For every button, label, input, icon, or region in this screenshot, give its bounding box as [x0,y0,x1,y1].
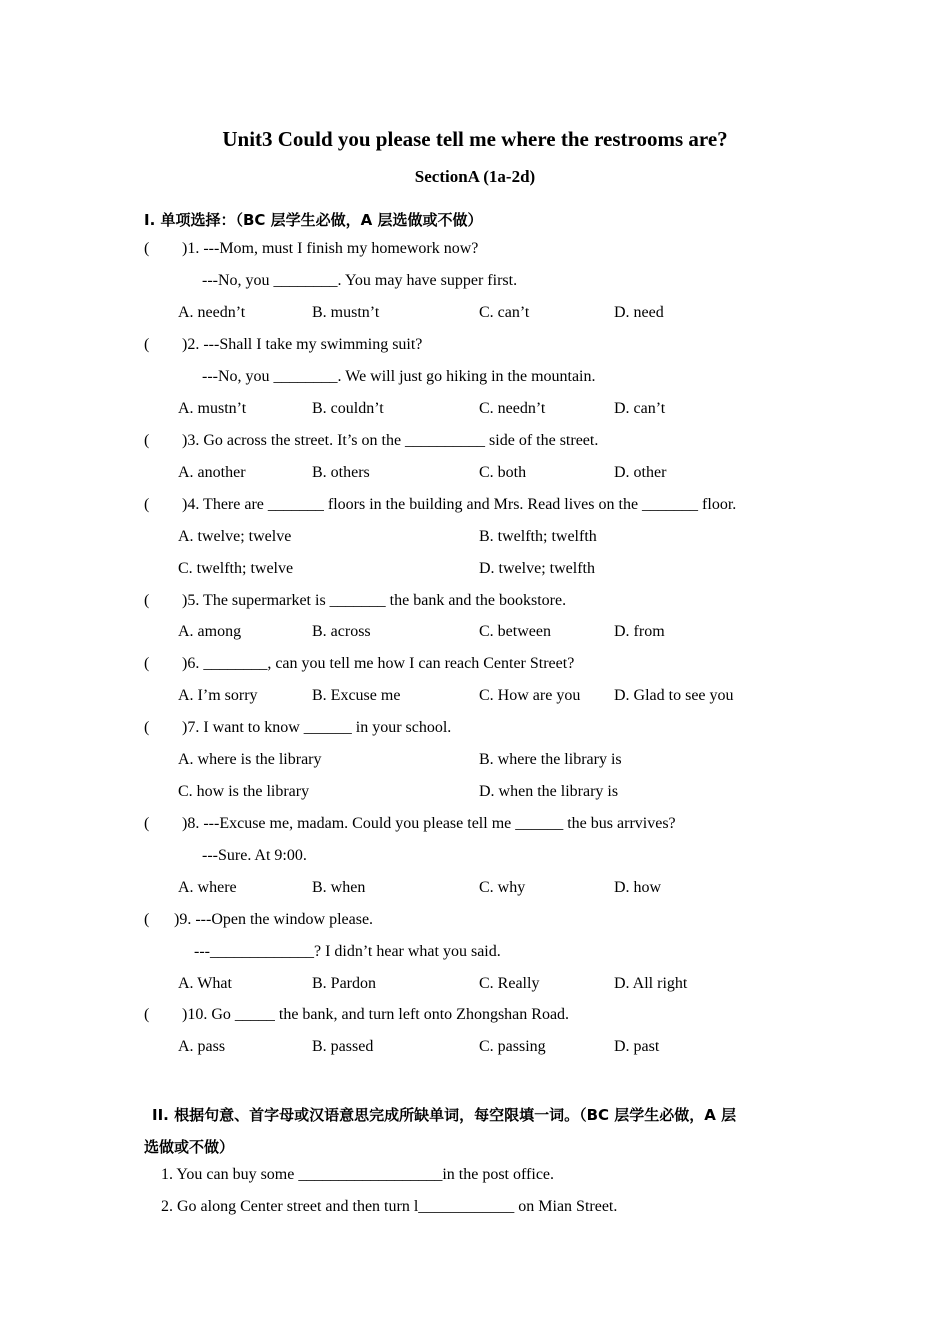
question-stem: )2. ---Shall I take my swimming suit? [182,336,423,353]
fill-blank-item: 1. You can buy some __________________in the post office. [161,1166,555,1183]
question-stem: )1. ---Mom, must I finish my homework now? [182,240,479,257]
section1-heading: I. 单项选择：（BC 层学生必做，A 层选做或不做） [144,211,483,229]
option-a: A. where is the library [178,751,322,768]
option-b: B. when [312,879,366,896]
question-stem-line2: ---No, you ________. We will just go hiking in the mountain. [202,368,596,385]
question-stem: )6. ________, can you tell me how I can reach Center Street? [182,655,575,672]
option-b: B. others [312,464,370,481]
option-a: A. mustn’t [178,400,247,417]
option-b: B. Pardon [312,975,376,992]
option-d: D. All right [614,975,688,992]
answer-paren: ( [144,592,150,609]
option-a: A. twelve; twelve [178,528,292,545]
option-c: C. both [479,464,527,481]
question-stem-line2: ---No, you ________. You may have supper first. [202,272,518,289]
option-c: C. Really [479,975,540,992]
option-b: B. mustn’t [312,304,380,321]
option-c: C. needn’t [479,400,546,417]
section2-heading-cont: 选做或不做） [144,1138,235,1156]
option-d: D. twelve; twelfth [479,560,595,577]
answer-paren: ( [144,496,150,513]
option-c: C. how is the library [178,783,310,800]
option-d: D. when the library is [479,783,619,800]
answer-paren: ( [144,911,150,928]
section2-heading: II. 根据句意、首字母或汉语意思完成所缺单词，每空限填一词。（BC 层学生必做，A 层 [152,1106,737,1124]
option-c: C. How are you [479,687,581,704]
option-b: B. passed [312,1038,374,1055]
option-d: D. need [614,304,664,321]
fill-blank-item: 2. Go along Center street and then turn l____________ on Mian Street. [161,1198,618,1215]
question-stem: )10. Go _____ the bank, and turn left onto Zhongshan Road. [182,1006,570,1023]
option-a: A. another [178,464,246,481]
option-a: A. among [178,623,242,640]
question-stem: )5. The supermarket is _______ the bank and the bookstore. [182,592,567,609]
answer-paren: ( [144,240,150,257]
option-b: B. couldn’t [312,400,384,417]
question-stem-line2: ---_____________? I didn’t hear what you said. [194,943,501,960]
option-d: D. other [614,464,667,481]
answer-paren: ( [144,655,150,672]
option-b: B. twelfth; twelfth [479,528,597,545]
answer-paren: ( [144,719,150,736]
question-stem: )9. ---Open the window please. [174,911,374,928]
option-d: D. from [614,623,665,640]
question-stem-line2: ---Sure. At 9:00. [202,847,307,864]
answer-paren: ( [144,815,150,832]
page-title: Unit3 Could you please tell me where the restrooms are? [222,127,728,151]
question-stem: )7. I want to know ______ in your school. [182,719,452,736]
option-b: B. Excuse me [312,687,401,704]
option-d: D. can’t [614,400,666,417]
option-c: C. why [479,879,526,896]
option-d: D. how [614,879,662,896]
option-b: B. across [312,623,371,640]
answer-paren: ( [144,432,150,449]
answer-paren: ( [144,1006,150,1023]
option-c: C. twelfth; twelve [178,560,294,577]
option-a: A. What [178,975,232,992]
option-d: D. Glad to see you [614,687,734,704]
question-stem: )8. ---Excuse me, madam. Could you please tell me ______ the bus arrvives? [182,815,676,832]
option-a: A. needn’t [178,304,246,321]
option-c: C. passing [479,1038,546,1055]
page-subtitle: SectionA (1a-2d) [414,167,536,186]
option-c: C. can’t [479,304,530,321]
option-b: B. where the library is [479,751,622,768]
option-c: C. between [479,623,551,640]
option-a: A. pass [178,1038,226,1055]
option-a: A. I’m sorry [178,687,258,704]
answer-paren: ( [144,336,150,353]
option-a: A. where [178,879,237,896]
option-d: D. past [614,1038,660,1055]
question-stem: )4. There are _______ floors in the building and Mrs. Read lives on the _______ floor. [182,496,737,513]
question-stem: )3. Go across the street. It’s on the __________ side of the street. [182,432,599,449]
